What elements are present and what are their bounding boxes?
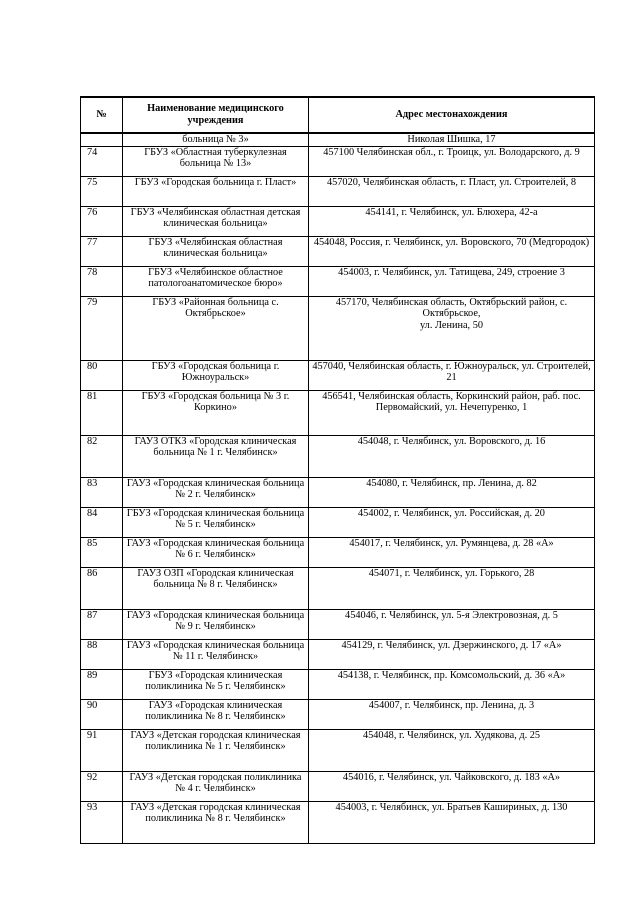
institution-address — [309, 669, 595, 699]
header-name: Наименование медицинского учреждения — [123, 97, 309, 133]
row-number: 78 — [81, 266, 123, 296]
row-number: 83 — [81, 477, 123, 507]
row-number: 88 — [81, 639, 123, 669]
table-row — [81, 176, 595, 206]
institution-address — [309, 146, 595, 176]
address-line: 454071, г. Челябинск, ул. Горького, 28 — [368, 567, 535, 579]
institution-address — [309, 206, 595, 236]
institution-address — [309, 435, 595, 477]
row-number: 92 — [81, 771, 123, 801]
institution-address — [309, 176, 595, 206]
institution-name: ГБУЗ «Челябинская областная детская клиническая больница» — [123, 206, 309, 236]
row-number: 89 — [81, 669, 123, 699]
row-number: 79 — [81, 296, 123, 360]
institution-address — [309, 236, 595, 266]
table-row — [81, 236, 595, 266]
address-line: 454141, г. Челябинск, ул. Блюхера, 42-а — [365, 206, 538, 218]
address-line: 454007, г. Челябинск, пр. Ленина, д. 3 — [368, 699, 535, 711]
row-number: 77 — [81, 236, 123, 266]
institution-name: ГБУЗ «Городская клиническая больница № 5 г. Челябинск» — [123, 507, 309, 537]
institution-address — [309, 771, 595, 801]
institution-name: ГАУЗ «Детская городская поликлиника № 4 г. Челябинск» — [123, 771, 309, 801]
header-address: Адрес местонахождения — [309, 97, 595, 133]
institution-address — [309, 390, 595, 435]
header-num: № — [81, 97, 123, 133]
institution-name: ГБУЗ «Челябинская областная клиническая больница» — [123, 236, 309, 266]
address-line: 457040, Челябинская область, г. Южноуральск, ул. Строителей, 21 — [312, 360, 591, 384]
row-number: 74 — [81, 146, 123, 176]
address-line: 454048, Россия, г. Челябинск, ул. Воровского, 70 (Медгородок) — [313, 236, 590, 248]
table-row — [81, 266, 595, 296]
institution-address — [309, 699, 595, 729]
address-line: 454048, г. Челябинск, ул. Худякова, д. 25 — [362, 729, 541, 741]
table-row — [81, 390, 595, 435]
address-line: 456541, Челябинская область, Коркинский район, раб. пос. Первомайский, ул. Нечепуренко, 1 — [322, 390, 581, 414]
row-number: 81 — [81, 390, 123, 435]
table-row — [81, 729, 595, 771]
address-line: 454002, г. Челябинск, ул. Российская, д. 20 — [358, 507, 545, 519]
address-line: Николая Шишка, 17 — [407, 134, 496, 145]
address-line: 454046, г. Челябинск, ул. 5-я Электровозная, д. 5 — [345, 609, 558, 621]
table-row — [81, 360, 595, 390]
institution-name: ГАУЗ ОЗП «Городская клиническая больница № 8 г. Челябинск» — [123, 567, 309, 609]
institution-address — [309, 567, 595, 609]
address-line: 454003, г. Челябинск, ул. Братьев Кашириных, д. 130 — [335, 801, 568, 813]
table-row — [81, 639, 595, 669]
address-line: 454048, г. Челябинск, ул. Воровского, д. 16 — [357, 435, 546, 447]
table-header — [81, 97, 595, 133]
row-number: 75 — [81, 176, 123, 206]
row-number: 91 — [81, 729, 123, 771]
institution-name: ГБУЗ «Городская клиническая поликлиника № 5 г. Челябинск» — [123, 669, 309, 699]
address-line: 457100 Челябинская обл., г. Троицк, ул. Володарского, д. 9 — [323, 146, 580, 158]
table-row — [81, 609, 595, 639]
institution-name: ГАУЗ «Городская клиническая больница № 2 г. Челябинск» — [123, 477, 309, 507]
institution-address — [309, 609, 595, 639]
institution-name: больница № 3» — [123, 133, 309, 146]
institution-address — [309, 360, 595, 390]
address-line: 457020, Челябинская область, г. Пласт, ул. Строителей, 8 — [326, 176, 577, 188]
row-number — [81, 133, 123, 146]
institution-name: ГАУЗ «Городская клиническая больница № 9 г. Челябинск» — [123, 609, 309, 639]
row-number: 86 — [81, 567, 123, 609]
row-number: 90 — [81, 699, 123, 729]
table-body — [81, 133, 595, 843]
institution-address — [309, 537, 595, 567]
institution-name: ГАУЗ «Детская городская клиническая поликлиника № 8 г. Челябинск» — [123, 801, 309, 843]
address-line: 454080, г. Челябинск, пр. Ленина, д. 82 — [366, 477, 537, 489]
institution-name: ГБУЗ «Районная больница с. Октябрьское» — [123, 296, 309, 360]
medical-institutions-table — [80, 96, 595, 844]
row-number: 76 — [81, 206, 123, 236]
table-row — [81, 771, 595, 801]
institution-name: ГАУЗ «Городская клиническая поликлиника № 8 г. Челябинск» — [123, 699, 309, 729]
institution-name: ГБУЗ «Городская больница № 3 г. Коркино» — [123, 390, 309, 435]
row-number: 82 — [81, 435, 123, 477]
table-row — [81, 206, 595, 236]
institution-address — [309, 296, 595, 360]
row-number: 87 — [81, 609, 123, 639]
institution-name: ГБУЗ «Городская больница г. Пласт» — [123, 176, 309, 206]
table-row — [81, 477, 595, 507]
institution-address — [309, 477, 595, 507]
address-line: 454016, г. Челябинск, ул. Чайковского, д. 183 «А» — [342, 771, 561, 783]
table-row — [81, 296, 595, 360]
institution-name: ГАУЗ ОТКЗ «Городская клиническая больница № 1 г. Челябинск» — [123, 435, 309, 477]
institution-address — [309, 133, 595, 146]
institution-name: ГБУЗ «Областная туберкулезная больница № 13» — [123, 146, 309, 176]
address-line: 454129, г. Челябинск, ул. Дзержинского, д. 17 «А» — [341, 639, 562, 651]
table-row — [81, 669, 595, 699]
institution-name: ГАУЗ «Городская клиническая больница № 11 г. Челябинск» — [123, 639, 309, 669]
institution-address — [309, 507, 595, 537]
institution-address — [309, 729, 595, 771]
row-number: 93 — [81, 801, 123, 843]
table-row — [81, 801, 595, 843]
address-line: 454138, г. Челябинск, пр. Комсомольский, д. 36 «А» — [337, 669, 566, 681]
row-number: 85 — [81, 537, 123, 567]
address-line: 457170, Челябинская область, Октябрьский район, с. Октябрьское, — [335, 296, 568, 320]
table-row — [81, 567, 595, 609]
table-row — [81, 146, 595, 176]
institution-name: ГАУЗ «Детская городская клиническая поликлиника № 1 г. Челябинск» — [123, 729, 309, 771]
institution-address — [309, 639, 595, 669]
address-line: 454003, г. Челябинск, ул. Татищева, 249, строение 3 — [338, 266, 565, 278]
address-line: ул. Ленина, 50 — [419, 319, 483, 331]
table-row — [81, 435, 595, 477]
institution-address — [309, 266, 595, 296]
address-line: 454017, г. Челябинск, ул. Румянцева, д. 28 «А» — [349, 537, 554, 549]
institution-name: ГБУЗ «Городская больница г. Южноуральск» — [123, 360, 309, 390]
table-row — [81, 699, 595, 729]
institution-name: ГАУЗ «Городская клиническая больница № 6 г. Челябинск» — [123, 537, 309, 567]
row-number: 80 — [81, 360, 123, 390]
row-number: 84 — [81, 507, 123, 537]
table-row — [81, 133, 595, 146]
table-row — [81, 537, 595, 567]
institution-name: ГБУЗ «Челябинское областное патологоанатомическое бюро» — [123, 266, 309, 296]
table-row — [81, 507, 595, 537]
institution-address — [309, 801, 595, 843]
